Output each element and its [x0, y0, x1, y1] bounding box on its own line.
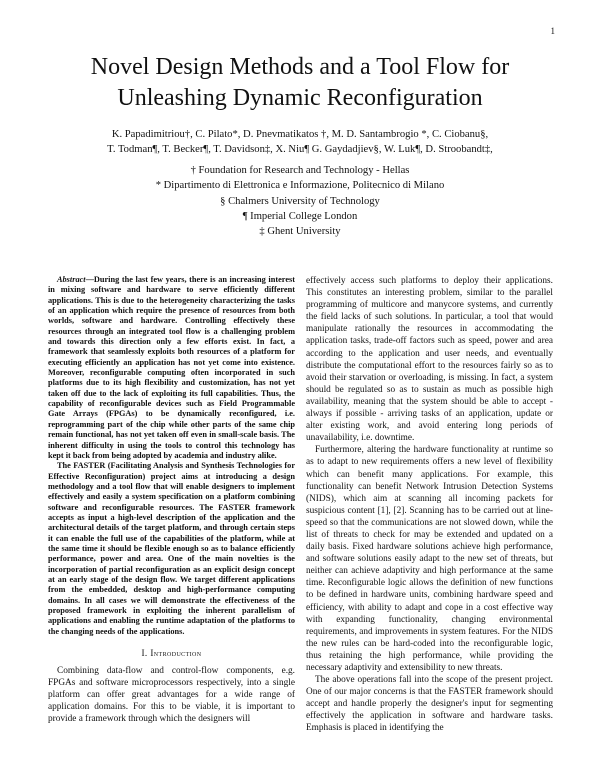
left-column [48, 275, 295, 726]
affiliation-ghent: ‡ Ghent University [259, 226, 341, 238]
right-paragraph-2: Furthermore, altering the hardware functionality at runtime so as to adapt to new requirements offers a new level of flexibility which can benefit many applications. For example, this functionality can benefit Network Intrusion Detection Systems (NIDS), which aim at scanning all incoming packets for suspicious content [1], [2]. Scanning has to be carried out at line-speed so that the communications are not slowed down, while the list of threats to check for may be extended and updated on a daily basis. Fixed hardware solutions achieve high performance, and software solutions easily adapt to the new set of threats, but neither can achieve adaptivity and high performance at the same time. Reconfigurable logic allows the definition of new functions to be defined in hardware units, combining hardware speed and efficiency, with ability to adapt and cope in a cost effective way with expanding functionality, changing environmental requirements, and improvements in system features. For the NIDS the new rules can be hard-coded into the reconfigurable logic, thus retaining the high performance, while providing the necessary adaptivity and extensibility to new threats. [306, 445, 553, 673]
section-heading-introduction: I. Introduction [141, 648, 202, 659]
abstract-heading: Abstract [57, 275, 86, 284]
abstract-paragraph-2: The FASTER (Facilitating Analysis and Synthesis Technologies for Effective Reconfiguration) project aims at introducing a design methodology and a tool flow that will enable designers to implement effectively and easily a system specification on a platform combining software and reconfigurable resources. The FASTER framework accepts as input a high-level description of the application and the architectural details of the target platform, and through certain steps it can enable the full use of the capabilities of the platform, while at the same time it should be flexible enough so as to balance efficiently performance, power and area. One of the main novelties is the incorporation of partial reconfiguration as an explicit design concept at an early stage of the design flow. We target different applications from the embedded, desktop and high-performance computing domains. In all cases we will demonstrate the effectiveness of the proposed framework in exploiting the inherent parallelism of applications and enabling the runtime adaptation of the platforms to the changing needs of the applications. [48, 461, 295, 636]
affiliation-polimi: * Dipartimento di Elettronica e Informazione, Politecnico di Milano [155, 180, 445, 192]
introduction-paragraph-1: Combining data-flow and control-flow components, e.g. FPGAs and software microprocessors respectively, into a single platform can offer great advantages for a wide range of application domains. For this to be viable, it is important to provide a framework through which the designers will [48, 666, 295, 725]
introduction-body [48, 665, 295, 725]
paper-title [40, 52, 560, 114]
affiliation-chalmers: § Chalmers University of Technology [220, 195, 380, 207]
affiliation-forth: † Foundation for Research and Technology - Hellas [190, 165, 410, 176]
affiliation-list [50, 163, 550, 239]
title-line-2: Unleashing Dynamic Reconfiguration [117, 85, 483, 111]
right-column [306, 275, 553, 735]
right-paragraph-1: effectively access such platforms to deploy their applications. This constitutes an interesting problem, similar to the parallel programming of multicore and manycore systems, and currently the field lacks of such solutions. In particular, a tool that would manipulate rationally the resources in accommodating the application tasks, trade-off factors such as speed, power and area according to the application and user needs, and eventually distribute the computational effort to the resources fairly so as to avoid their starvation or overloading, is missing. In fact, a system should be regulated so as to sustain as much as possible high availability, meaning that the system should be able to accept - always if possible - arriving tasks of an application, update or alter existing work, and avoid entering long periods of unavailability, i.e. downtime. [306, 276, 553, 444]
author-list [50, 128, 550, 157]
right-paragraph-3: The above operations fall into the scope of the present project. One of our major concerns is that the FASTER framework should accept and handle properly the designer's input for segmenting effectively the application in software and hardware tasks. Emphasis is placed in identifying the [306, 675, 553, 734]
abstract-paragraph-1 [48, 275, 295, 461]
abstract [48, 275, 295, 637]
authors-line-2: T. Todman¶, T. Becker¶, T. Davidson‡, X. Niu¶ G. Gaydadjiev§, W. Luk¶, D. Stroobandt‡, [107, 143, 493, 155]
page-number: 1 [550, 26, 555, 36]
title-line-1: Novel Design Methods and a Tool Flow for [90, 54, 510, 80]
abstract-text-1: —During the last few years, there is an increasing interest in mixing software and hardware to serve efficiently different applications. This is due to the heterogeneity characterizing the tasks of an application which require the presence of resources from both worlds, software and hardware. Controlling effectively these resources through an integrated tool flow is a challenging problem and towards this direction only a few efforts exist. In fact, a framework that seamlessly exploits both resources of a platform for executing efficiently an application has not yet come into existence. Moreover, reconfigurable computing often incorporated in such platforms due to its high flexibility and customization, has not yet taken off due to the lack of exploiting its full capabilities. Thus, the capability of reconfigurable devices such as Field Programmable Gate Arrays (FPGAs) to be dynamically reconfigured, i.e. reprogramming part of the chip while other parts of the same chip remain functional, has not yet taken off even in small-scale basis. The inherent difficulty in using the tools to control this technology has kept it back from being adopted by academia and industry alike. [48, 275, 295, 460]
authors-line-1: K. Papadimitriou†, C. Pilato*, D. Pnevmatikatos †, M. D. Santambrogio *, C. Ciobanu§, [111, 129, 489, 140]
affiliation-imperial: ¶ Imperial College London [242, 210, 358, 222]
